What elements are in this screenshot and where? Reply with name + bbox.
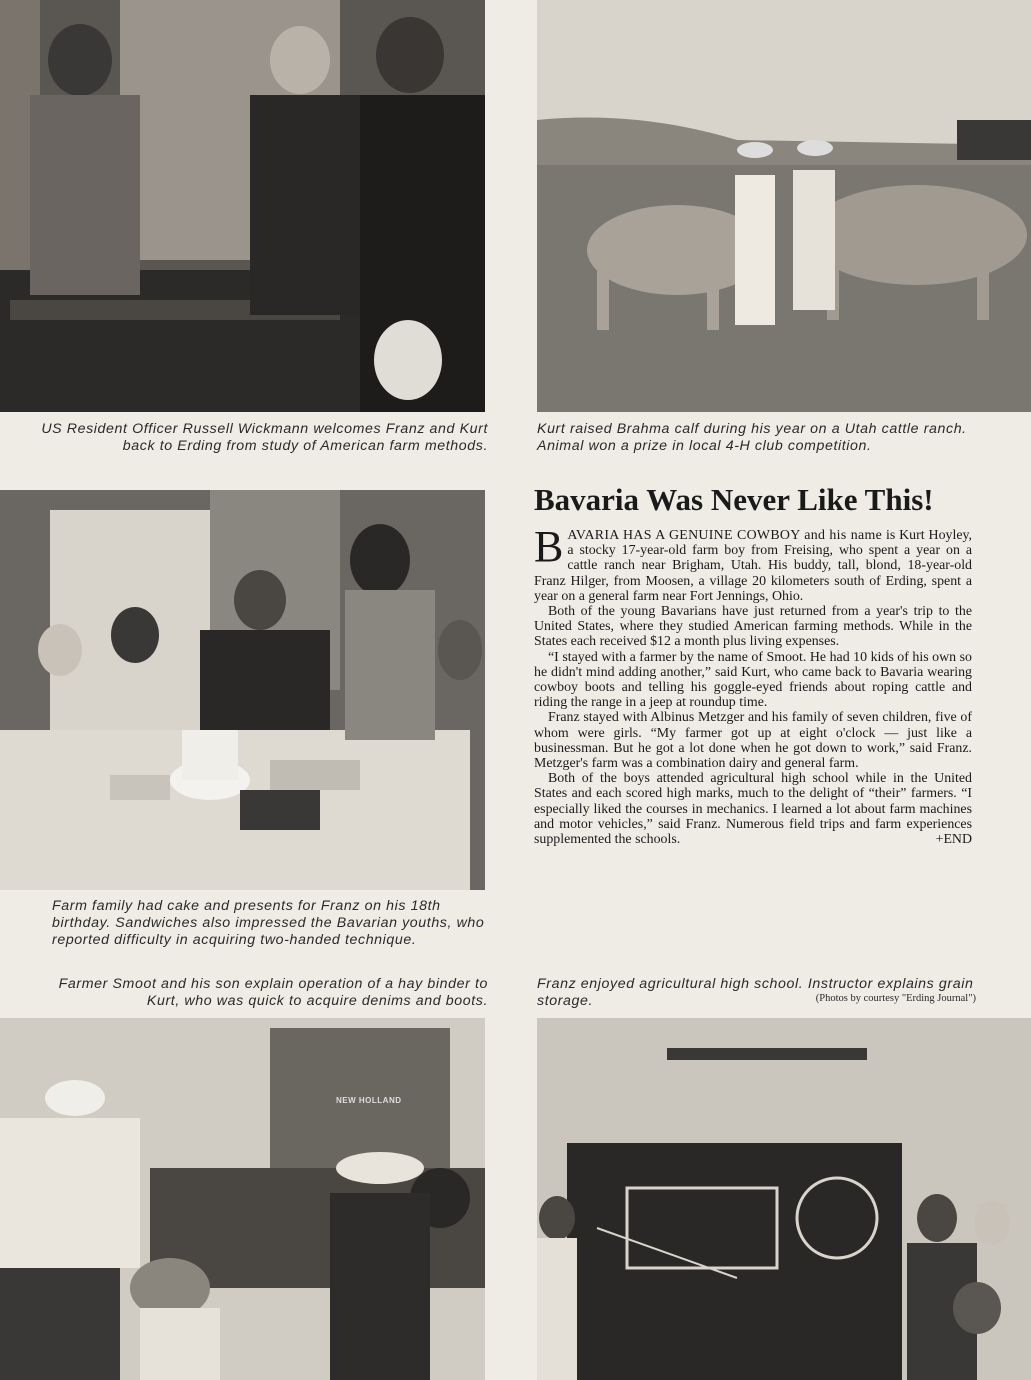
article-body [534,522,972,848]
lead-caps: AVARIA HAS A GENUINE COWBOY and his name [567,528,883,543]
caption-calf-ranch: Kurt raised Brahma calf during his year on a Utah cattle ranch. Animal won a prize in local 4-H club competition. [537,421,967,454]
end-mark: +END [935,832,972,848]
photo-school-blackboard [537,1018,1031,1380]
photo-calf-ranch [537,0,1031,412]
article-paragraph-lead [534,522,972,604]
article-headline: Bavaria Was Never Like This! [534,482,934,517]
drop-cap: B [534,522,564,571]
machine-label: NEW HOLLAND [336,1096,402,1105]
photo-hay-binder [0,1018,485,1380]
photo-credit: (Photos by courtesy "Erding Journal") [815,993,976,1004]
photo-birthday-party [0,490,485,890]
photo-office-welcome [0,0,485,412]
lead-rest: is Kurt Hoyley, a stocky 17-year-old farm boy from Freising, who spent a year on a cattle ranch near Brigham, Utah. His buddy, tall, blond, 18-year-old Franz Hilger, from Moosen, a village 20 kilometers south of Erding, spent a year on a general farm near Fort Jennings, Ohio. [534,528,972,604]
paragraph-5-text: Both of the boys attended agricultural high school while in the United States and each scored high marks, much to the delight of “their” farmers. “I especially liked the courses in mechanics. I learned a lot about farm machines and motor vehicles,” said Franz. Numerous field trips and farm experiences supplemented the schools. [534,771,972,848]
caption-school: Franz enjoyed agricultural high school. Instructor explains grain storage. [537,976,974,1009]
article-paragraph-3: “I stayed with a farmer by the name of Smoot. He had 10 kids of his own so he didn't mind adding another,” said Kurt, who came back to Bavaria wearing cowboy boots and telling his goggle-eyed friends about roping cattle and riding the range in a jeep at roundup time. [534,649,972,711]
article-paragraph-5 [534,771,972,847]
caption-office-welcome: US Resident Officer Russell Wickmann welcomes Franz and Kurt back to Erding from study of American farm methods. [41,421,488,454]
caption-hay-binder: Farmer Smoot and his son explain operation of a hay binder to Kurt, who was quick to acquire denims and boots. [58,976,488,1009]
article-paragraph-4: Franz stayed with Albinus Metzger and his family of seven children, five of whom were girls. “My farmer got up at eight o'clock — just like a businessman. But he got a lot done when he got down to work,” said Franz. Metzger's farm was a combination dairy and general farm. [534,710,972,772]
article-paragraph-2: Both of the young Bavarians have just returned from a year's trip to the United States, where they studied American farming methods. While in the States each received $12 a month plus living expenses. [534,604,972,650]
caption-birthday-party: Farm family had cake and presents for Franz on his 18th birthday. Sandwiches also impressed the Bavarian youths, who reported difficulty in acquiring two-handed technique. [52,898,485,948]
